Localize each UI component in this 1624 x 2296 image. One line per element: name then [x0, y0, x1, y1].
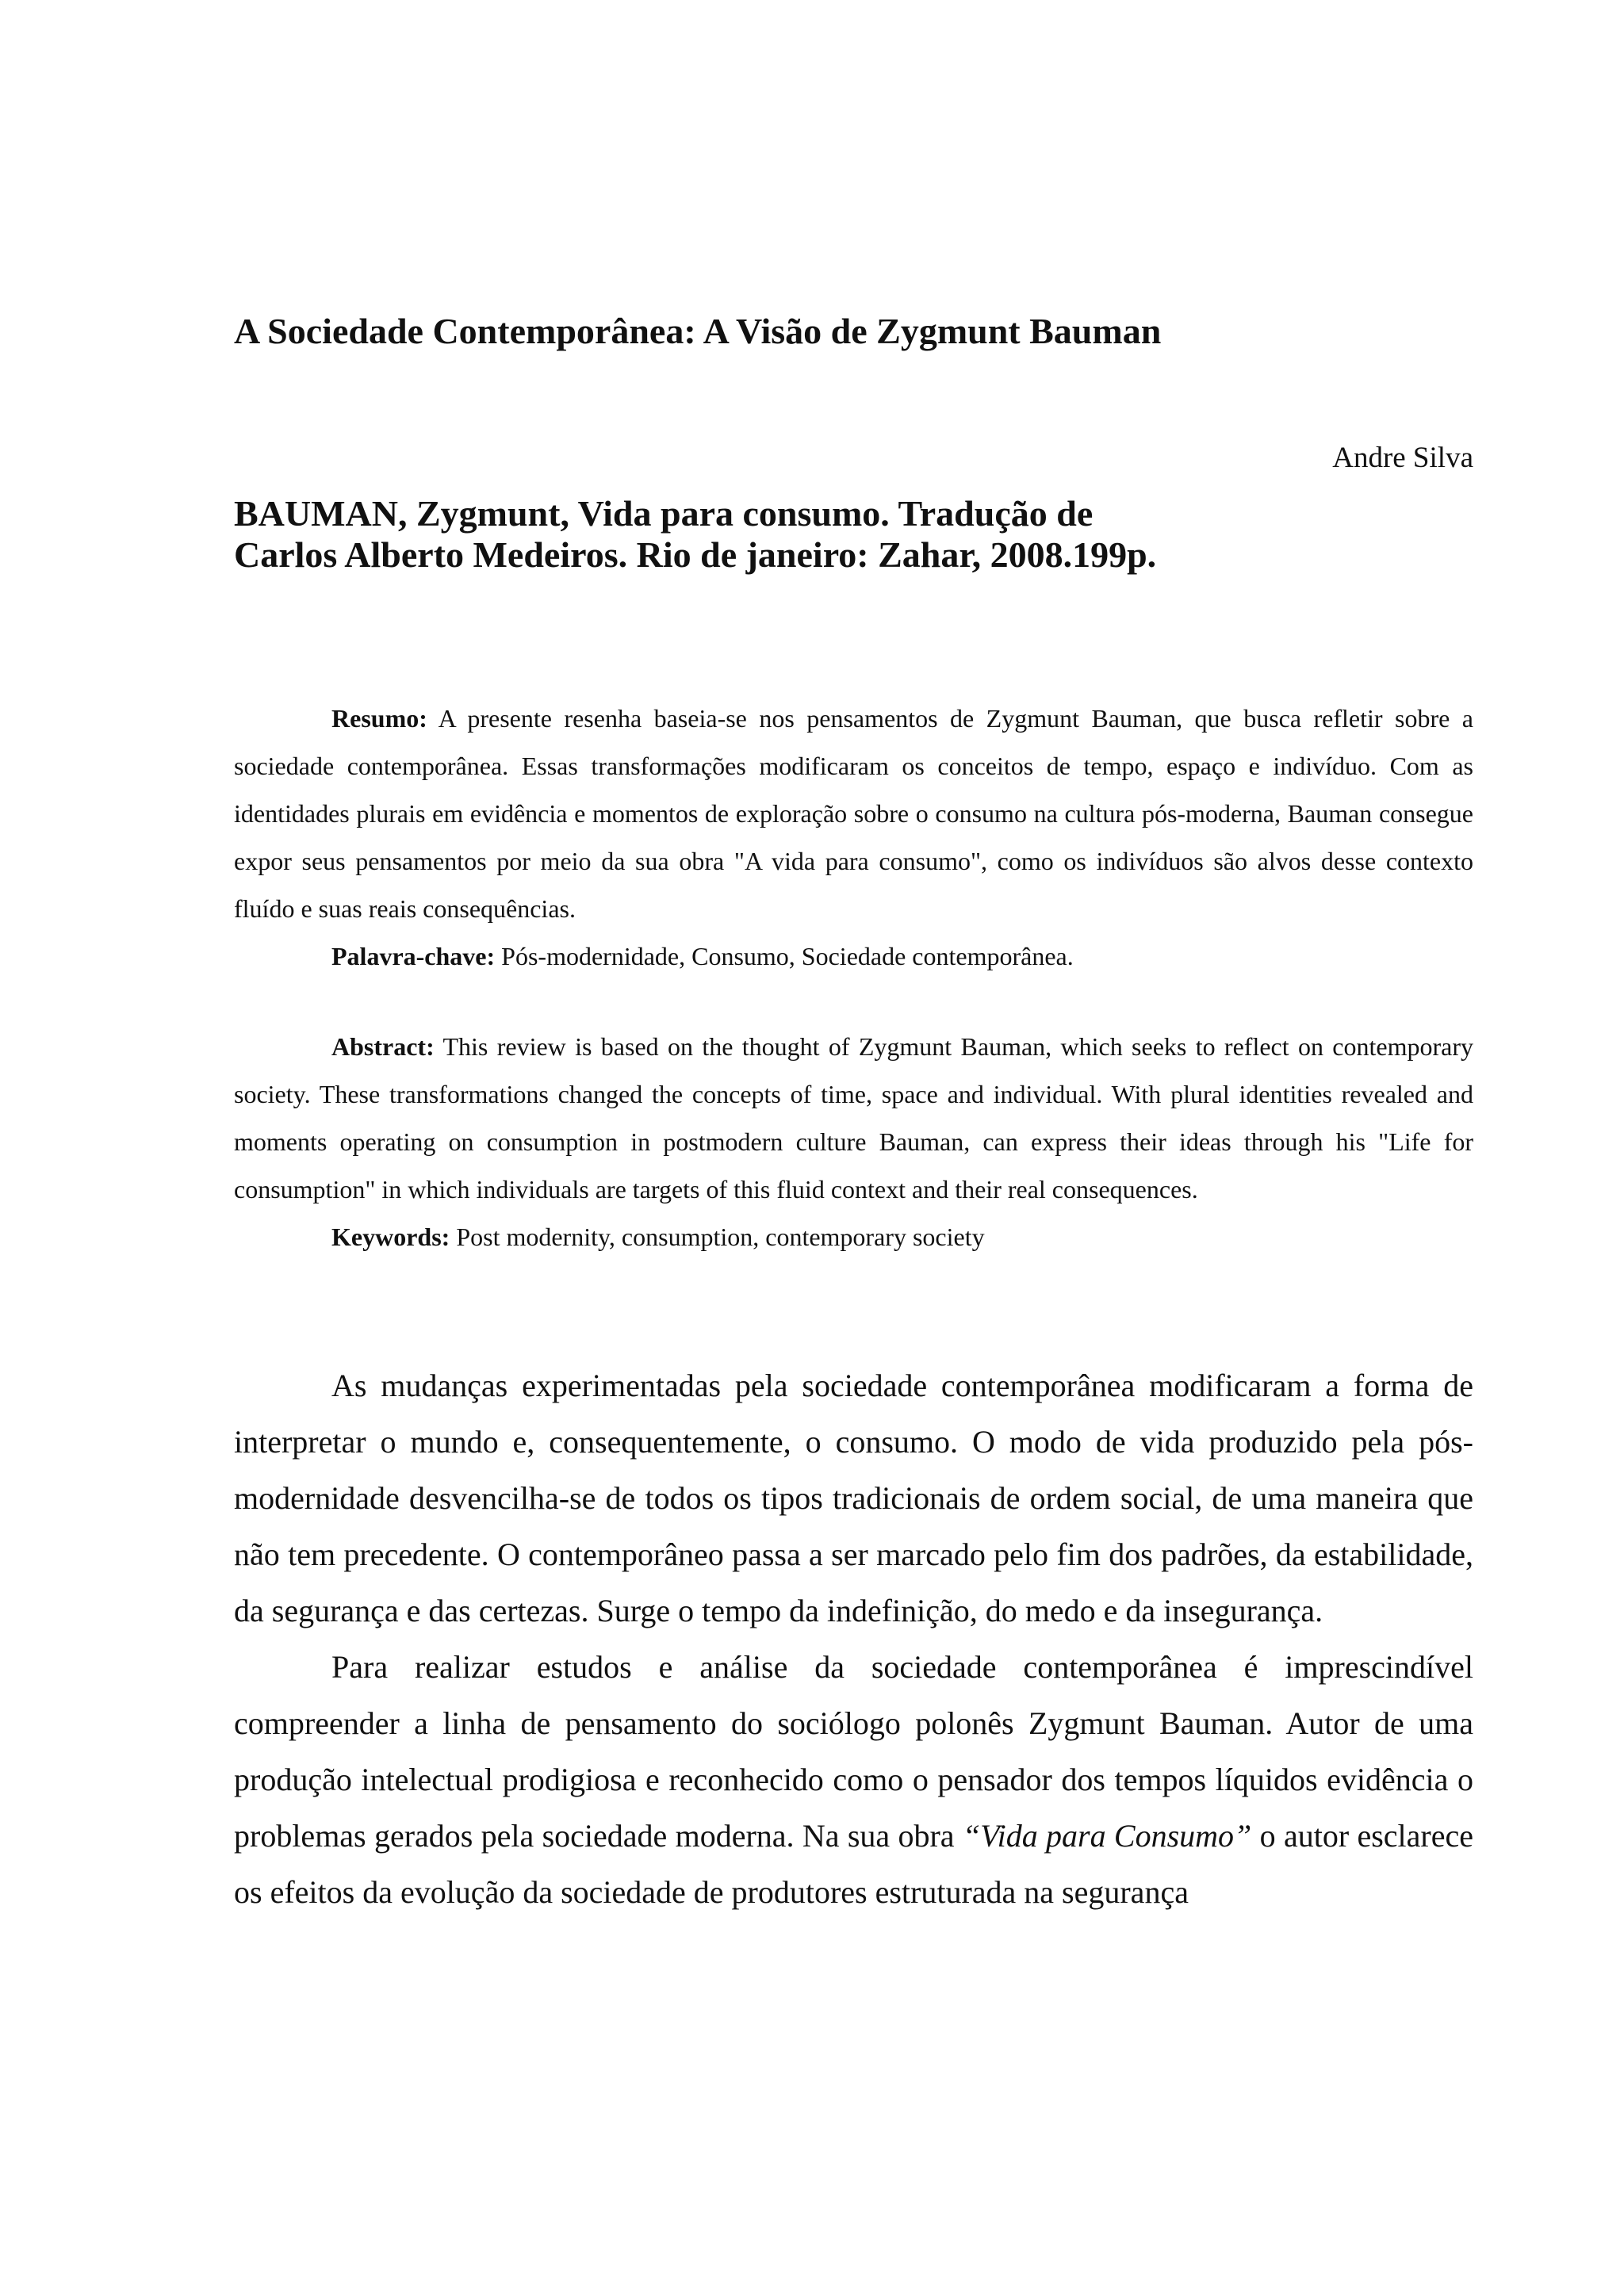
body-paragraph-2-start: Para realizar estudos e análise da sociedade contemporânea é imprescindível compreender a linha de pensamento do sociólogo polonês Zygmunt Bauman. Autor de uma produção intelectual prodigiosa e reconhecido como o pensador dos tempos líquidos evidência o problemas gerados pela sociedade moderna. Na sua obra [234, 1649, 1473, 1854]
palavra-chave-label: Palavra-chave: [331, 942, 496, 970]
abstract-text: This review is based on the thought of Zygmunt Bauman, which seeks to reflect on contemporary society. These transformations changed the concepts of time, space and individual. With plural identities revealed and moments operating on consumption in postmodern culture Bauman, can express their ideas through his "Life for consumption" in which individuals are targets of this fluid context and their real consequences. [234, 1032, 1473, 1203]
keywords-line [234, 1213, 1473, 1261]
book-title-italic: “Vida para Consumo” [962, 1818, 1252, 1854]
body-text [234, 1357, 1473, 1920]
document-title: A Sociedade Contemporânea: A Visão de Zygmunt Bauman [234, 311, 1162, 351]
body-paragraph-2-end: o autor esclarece os efeitos da evolução da sociedade de produtores estruturada na segurança [234, 1818, 1473, 1910]
resumo-paragraph [234, 695, 1473, 932]
keywords-text: Post modernity, consumption, contemporary society [450, 1223, 985, 1251]
keywords-label: Keywords: [331, 1223, 450, 1251]
palavra-chave-line [234, 932, 1473, 980]
resumo-label: Resumo: [331, 704, 427, 733]
abstract-section [234, 1023, 1473, 1261]
abstract-label: Abstract: [331, 1032, 435, 1061]
palavra-chave-text: Pós-modernidade, Consumo, Sociedade contemporânea. [495, 942, 1074, 970]
resumo-text: A presente resenha baseia-se nos pensamentos de Zygmunt Bauman, que busca refletir sobre a sociedade contemporânea. Essas transformações modificaram os conceitos de tempo, espaço e indivíduo. Com as identidades plurais em evidência e momentos de exploração sobre o consumo na cultura pós-moderna, Bauman consegue expor seus pensamentos por meio da sua obra "A vida para consumo", como os indivíduos são alvos desse contexto fluído e suas reais consequências. [234, 704, 1473, 923]
author-name: Andre Silva [1332, 442, 1473, 474]
abstract-paragraph [234, 1023, 1473, 1213]
bibliographic-reference: BAUMAN, Zygmunt, Vida para consumo. Tradução de Carlos Alberto Medeiros. Rio de janeiro: Zahar, 2008.199p. [234, 493, 1157, 575]
body-paragraph-2 [234, 1639, 1473, 1920]
body-paragraph-1: As mudanças experimentadas pela sociedade contemporânea modificaram a forma de interpretar o mundo e, consequentemente, o consumo. O modo de vida produzido pela pós-modernidade desvencilha-se de todos os tipos tradicionais de ordem social, de uma maneira que não tem precedente. O contemporâneo passa a ser marcado pelo fim dos padrões, da estabilidade, da segurança e das certezas. Surge o tempo da indefinição, do medo e da insegurança. [234, 1368, 1473, 1628]
resumo-section [234, 695, 1473, 980]
